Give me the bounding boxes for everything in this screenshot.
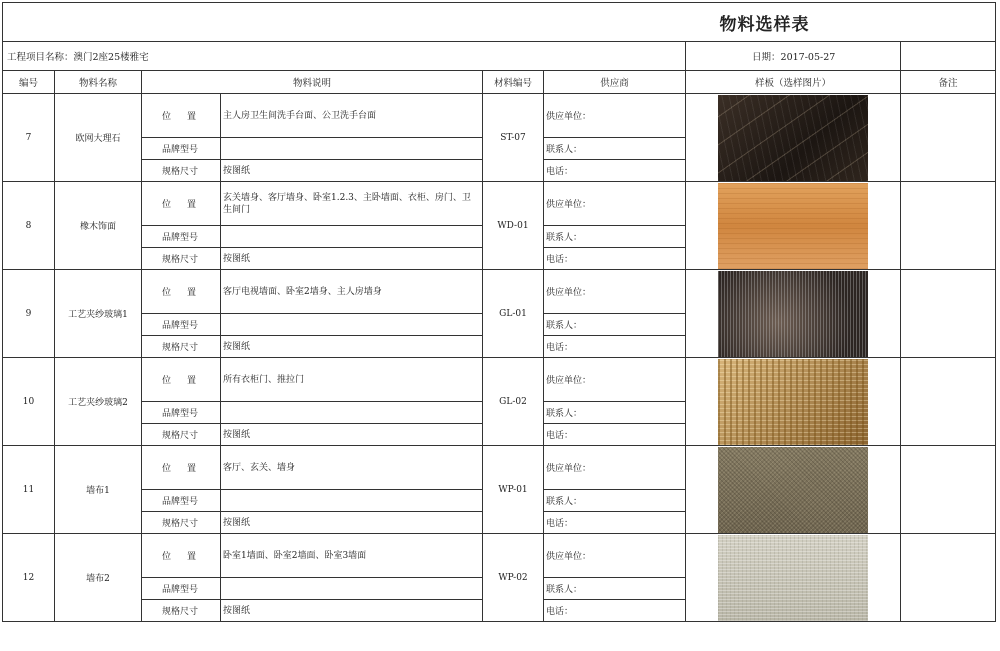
- brand-label: 品牌型号: [142, 138, 221, 160]
- position-value: 玄关墙身、客厅墙身、卧室1.2.3、主卧墙面、衣柜、房门、卫生间门: [221, 182, 483, 226]
- material-rows: [3, 94, 996, 622]
- table-row: [3, 94, 996, 138]
- contact-label: 联系人：: [544, 578, 686, 600]
- dark-fabric-glass-swatch: [718, 271, 868, 357]
- sample-cell: [686, 182, 901, 270]
- sample-cell: [686, 534, 901, 622]
- position-value: 主人房卫生间洗手台面、公卫洗手台面: [221, 94, 483, 138]
- position-label: 位 置: [142, 270, 221, 314]
- item-number: 7: [3, 94, 55, 182]
- brand-label: 品牌型号: [142, 226, 221, 248]
- table-row: [3, 270, 996, 314]
- material-name: 墙布2: [55, 534, 142, 622]
- material-code: WP-02: [483, 534, 544, 622]
- col-no: 编号: [3, 71, 55, 94]
- item-number: 11: [3, 446, 55, 534]
- col-name: 物料名称: [55, 71, 142, 94]
- spec-label: 规格尺寸: [142, 336, 221, 358]
- item-number: 9: [3, 270, 55, 358]
- contact-label: 联系人：: [544, 138, 686, 160]
- phone-label: 电话：: [544, 600, 686, 622]
- spec-value: 按图纸: [221, 160, 483, 182]
- project-name: 工程项目名称：澳门2座25楼雅宅: [3, 42, 686, 71]
- brand-value: [221, 490, 483, 512]
- phone-label: 电话：: [544, 424, 686, 446]
- contact-label: 联系人：: [544, 402, 686, 424]
- gold-mesh-glass-swatch: [718, 359, 868, 445]
- brand-value: [221, 314, 483, 336]
- spec-label: 规格尺寸: [142, 424, 221, 446]
- spec-value: 按图纸: [221, 600, 483, 622]
- brand-label: 品牌型号: [142, 490, 221, 512]
- contact-label: 联系人：: [544, 226, 686, 248]
- position-value: 所有衣柜门、推拉门: [221, 358, 483, 402]
- position-value: 客厅电视墙面、卧室2墙身、主人房墙身: [221, 270, 483, 314]
- light-wallcloth-swatch: [718, 535, 868, 621]
- contact-label: 联系人：: [544, 314, 686, 336]
- position-label: 位 置: [142, 94, 221, 138]
- item-number: 8: [3, 182, 55, 270]
- table-row: [3, 358, 996, 402]
- item-number: 10: [3, 358, 55, 446]
- position-value: 卧室1墙面、卧室2墙面、卧室3墙面: [221, 534, 483, 578]
- date-field: 日期：2017-05-27: [686, 42, 901, 71]
- material-name: 橡木饰面: [55, 182, 142, 270]
- spec-value: 按图纸: [221, 336, 483, 358]
- supplier-unit-label: 供应单位：: [544, 534, 686, 578]
- sample-cell: [686, 270, 901, 358]
- page-title: 物料选样表: [686, 3, 996, 42]
- phone-label: 电话：: [544, 248, 686, 270]
- header-blank: [901, 42, 996, 71]
- brand-value: [221, 138, 483, 160]
- material-selection-table: [2, 2, 996, 622]
- spec-label: 规格尺寸: [142, 600, 221, 622]
- phone-label: 电话：: [544, 512, 686, 534]
- sample-cell: [686, 94, 901, 182]
- sample-cell: [686, 358, 901, 446]
- supplier-unit-label: 供应单位：: [544, 270, 686, 314]
- material-code: ST-07: [483, 94, 544, 182]
- material-name: 工艺夹纱玻璃2: [55, 358, 142, 446]
- position-value: 客厅、玄关、墙身: [221, 446, 483, 490]
- supplier-unit-label: 供应单位：: [544, 94, 686, 138]
- material-code: GL-01: [483, 270, 544, 358]
- position-label: 位 置: [142, 182, 221, 226]
- remark-cell: [901, 182, 996, 270]
- dark-marble-swatch: [718, 95, 868, 181]
- olive-wallcloth-swatch: [718, 447, 868, 533]
- spec-label: 规格尺寸: [142, 512, 221, 534]
- position-label: 位 置: [142, 446, 221, 490]
- supplier-unit-label: 供应单位：: [544, 182, 686, 226]
- table-row: [3, 446, 996, 490]
- material-code: WP-01: [483, 446, 544, 534]
- title-spacer: [3, 3, 686, 42]
- contact-label: 联系人：: [544, 490, 686, 512]
- phone-label: 电话：: [544, 336, 686, 358]
- spec-label: 规格尺寸: [142, 248, 221, 270]
- col-supplier: 供应商: [544, 71, 686, 94]
- remark-cell: [901, 94, 996, 182]
- remark-cell: [901, 270, 996, 358]
- brand-value: [221, 402, 483, 424]
- brand-label: 品牌型号: [142, 402, 221, 424]
- position-label: 位 置: [142, 534, 221, 578]
- brand-label: 品牌型号: [142, 314, 221, 336]
- col-sample: 样板（选样图片）: [686, 71, 901, 94]
- material-code: WD-01: [483, 182, 544, 270]
- material-code: GL-02: [483, 358, 544, 446]
- brand-label: 品牌型号: [142, 578, 221, 600]
- spec-value: 按图纸: [221, 512, 483, 534]
- remark-cell: [901, 534, 996, 622]
- table-row: [3, 182, 996, 226]
- brand-value: [221, 578, 483, 600]
- material-name: 墙布1: [55, 446, 142, 534]
- col-code: 材料编号: [483, 71, 544, 94]
- table-row: [3, 534, 996, 578]
- remark-cell: [901, 358, 996, 446]
- brand-value: [221, 226, 483, 248]
- material-name: 欧网大理石: [55, 94, 142, 182]
- spec-label: 规格尺寸: [142, 160, 221, 182]
- oak-wood-swatch: [718, 183, 868, 269]
- col-remark: 备注: [901, 71, 996, 94]
- remark-cell: [901, 446, 996, 534]
- position-label: 位 置: [142, 358, 221, 402]
- col-desc: 物料说明: [142, 71, 483, 94]
- phone-label: 电话：: [544, 160, 686, 182]
- sample-cell: [686, 446, 901, 534]
- item-number: 12: [3, 534, 55, 622]
- spec-value: 按图纸: [221, 424, 483, 446]
- spec-value: 按图纸: [221, 248, 483, 270]
- material-name: 工艺夹纱玻璃1: [55, 270, 142, 358]
- supplier-unit-label: 供应单位：: [544, 358, 686, 402]
- supplier-unit-label: 供应单位：: [544, 446, 686, 490]
